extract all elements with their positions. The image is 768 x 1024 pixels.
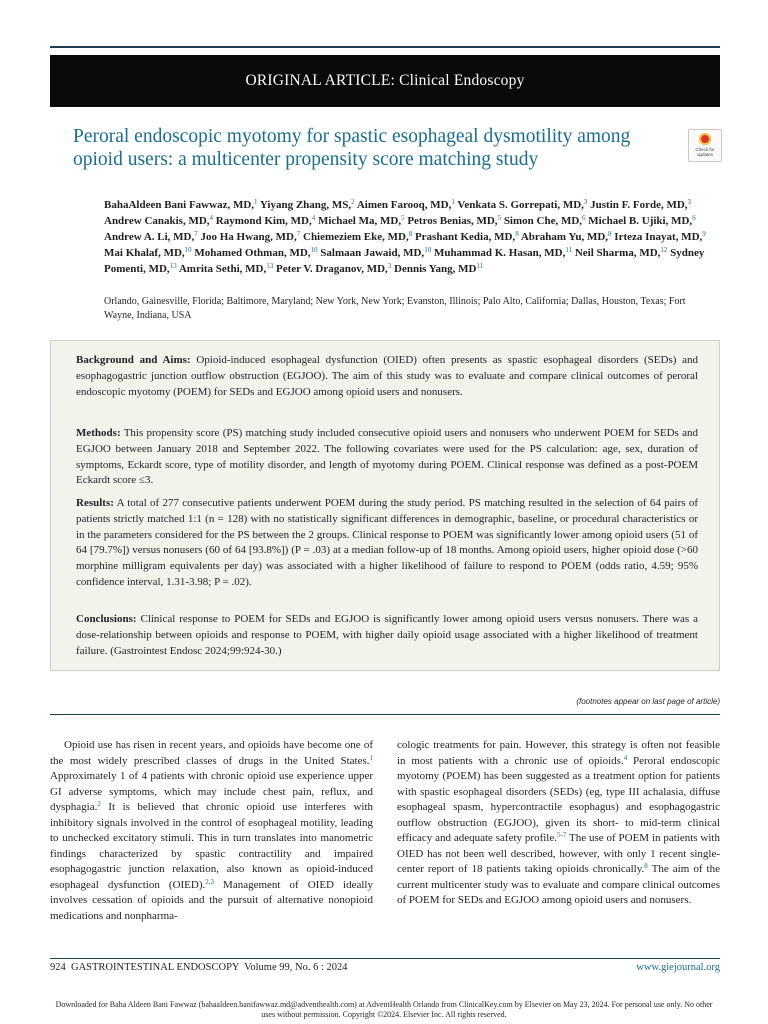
section-header-band [50, 55, 720, 107]
author-name: Amrita Sethi, MD, [178, 263, 267, 276]
affiliation-marker: 4 [209, 214, 214, 223]
body-text: The use of POEM in patients with OIED has not been well described, however, with only 1 recent single-center report of 18 patients taking opioids chronically. [397, 832, 720, 875]
author-list [104, 197, 714, 277]
download-notice: Downloaded for Baha Aldeen Bani Fawwaz (bahaaldeen.banifawwaz.md@adventhealth.com) at AdventHealth Orlando from ClinicalKey.com by Elsevier on May 23, 2024. For personal use only. No other uses without permission. Copyright ©2024. Elsevier Inc. All rights reserved. [55, 1000, 713, 1019]
abstract-background-label: Background and Aims: [76, 354, 191, 366]
affiliation-marker: 6 [692, 214, 696, 223]
body-text: cologic treatments for pain. However, this strategy is often not feasible in most patients with a chronic use of opioids. [397, 739, 720, 767]
reference-citation[interactable]: 2 [97, 800, 101, 808]
author-name: Dennis Yang, MD [394, 263, 477, 276]
section-label: ORIGINAL ARTICLE: Clinical Endoscopy [245, 72, 525, 89]
abstract-box [50, 340, 720, 671]
check-for-updates-icon [699, 133, 711, 145]
author-name: Abraham Yu, MD, [520, 231, 609, 244]
author-name: Neil Sharma, MD, [574, 247, 661, 260]
affiliation-marker: 8 [408, 230, 413, 239]
abstract-methods [76, 426, 698, 489]
affiliation-marker: 11 [565, 246, 573, 255]
affiliation-marker: 8 [608, 230, 612, 239]
affiliation-marker: 11 [476, 262, 484, 271]
author-name: Mohamed Othman, MD, [194, 247, 311, 260]
affiliation-marker: 5 [497, 214, 502, 223]
affiliation-marker: 7 [194, 230, 198, 239]
abstract-conclusions-text: Clinical response to POEM for SEDs and EGJOO is significantly lower among opioid users versus nonusers. There was a dose-relationship between opioids and response to POEM, with higher daily opioid usage associated with a higher likelihood of treatment failure. (Gastrointest Endosc 2024;99:924-30.) [76, 613, 699, 657]
affiliation-marker: 1 [254, 198, 258, 206]
affiliation-marker: 7 [296, 230, 301, 239]
author-name: Irteza Inayat, MD, [614, 231, 703, 244]
abstract-background [76, 353, 698, 400]
reference-citation[interactable]: 1 [369, 753, 373, 762]
reference-citation[interactable]: 8 [644, 862, 648, 870]
author-name: Joo Ha Hwang, MD, [200, 231, 297, 244]
body-text: Approximately 1 of 4 patients with chronic opioid use experience upper GI adverse symptoms, which may include chest pain, reflux, and dysphagia. [50, 770, 373, 813]
author-name: Michael Ma, MD, [317, 215, 402, 228]
abstract-methods-text: This propensity score (PS) matching study included consecutive opioid users and nonusers who underwent POEM for SEDs and EGJOO between January 2018 and September 2022. The following covariates were used for the PS calculation: age, sex, duration of symptoms, Eckardt score, type of motility disorder, and length of myotomy during POEM. Clinical response was defined as a post-POEM Eckardt score ≤3. [76, 427, 698, 487]
author-name: Prashant Kedia, MD, [414, 231, 516, 244]
author-name: Salmaan Jawaid, MD, [320, 247, 425, 260]
affiliation-marker: 12 [660, 246, 668, 255]
affiliation-marker: 9 [702, 230, 706, 239]
affiliation-marker: 10 [310, 246, 318, 255]
abstract-conclusions [76, 612, 698, 659]
affiliation-marker: 8 [515, 230, 519, 239]
badge-label: Check for updates [695, 147, 715, 157]
author-name: Sydney Pomenti, MD, [104, 247, 705, 276]
footer-rule [50, 958, 720, 959]
affiliation-marker: 4 [311, 214, 316, 223]
abstract-results-text: A total of 277 consecutive patients underwent POEM during the study period. PS matching resulted in the selection of 64 pairs of patients strictly matched 1:1 (n = 128) with no statistically significant differences in demographic, baseline, or procedural characteristics or in the parameters considered for the PS between the 2 groups. Clinical response to POEM was significantly lower among opioid users (51 of 64 [79.7%]) versus nonusers (60 of 64 [93.8%]) (P = .03) at a median follow-up of 18 months. Among opioid users, higher opioid dose (>60 morphine milligram equivalents per day) was associated with a higher likelihood of failure to respond to POEM (odds ratio, 4.59; 95% confidence interval, 1.31-3.98; P = .02). [76, 497, 698, 588]
author-name: Raymond Kim, MD, [215, 215, 312, 228]
affiliation-marker: 2 [351, 198, 355, 206]
affiliation-marker: 3 [387, 262, 392, 271]
body-text: Peroral endoscopic myotomy (POEM) has been suggested as a treatment option for patients with spastic esophageal disorders (SEDs) (eg, type III achalasia, diffuse esophageal spasm, hypercontractile esophagus) and esophagogastric outflow obstruction (EGJOO), given its short- to mid-term clinical efficacy and adequate safety profile. [397, 754, 721, 844]
affiliation-marker: 5 [401, 214, 405, 223]
body-text: Management of OIED ideally involves cessation of opioids and the pursuit of alternative nonopioid medications and nonpharma- [50, 878, 373, 922]
abstract-results-label: Results: [76, 497, 114, 509]
abstract-methods-label: Methods: [76, 427, 121, 439]
author-name: Michael B. Ujiki, MD, [588, 215, 693, 228]
footnote-note: (footnotes appear on last page of article) [576, 697, 720, 706]
affiliation-marker: 6 [582, 214, 586, 223]
author-name: Chiemeziem Eke, MD, [303, 231, 409, 244]
abstract-results [76, 496, 698, 591]
abstract-background-text: Opioid-induced esophageal dysfunction (OIED) often presents as spastic esophageal disorders (SEDs) and esophagogastric junction outflow obstruction (EGJOO). The aim of this study was to evaluate and compare clinical outcomes of peroral endoscopic myotomy (POEM) for SEDs and EGJOO among opioid users and nonusers. [76, 354, 699, 398]
journal-footer: 924 GASTROINTESTINAL ENDOSCOPY Volume 99, No. 6 : 2024 [50, 962, 348, 973]
affiliation-marker: 3 [687, 198, 692, 206]
reference-citation[interactable]: 4 [623, 753, 628, 762]
journal-url-link[interactable]: www.giejournal.org [636, 962, 720, 973]
author-name: Andrew A. Li, MD, [104, 231, 195, 244]
author-name: BahaAldeen Bani Fawwaz, MD, [104, 199, 255, 211]
author-name: Venkata S. Gorrepati, MD, [457, 199, 584, 211]
author-name: Yiyang Zhang, MS, [259, 199, 352, 211]
body-text: Opioid use has risen in recent years, and opioids have become one of the most widely prescribed classes of drugs in the United States. [50, 739, 373, 767]
author-name: Andrew Canakis, MD, [104, 215, 210, 228]
author-name: Mai Khalaf, MD, [104, 247, 185, 260]
body-text: The aim of the current multicenter study was to evaluate and compare clinical outcomes of POEM for SEDs and EGJOO among opioid users and nonusers. [397, 863, 720, 906]
section-divider [50, 714, 720, 715]
affiliation-marker: 3 [583, 198, 588, 206]
affiliation-locations: Orlando, Gainesville, Florida; Baltimore, Maryland; New York, New York; Evanston, Illinois; Palo Alto, California; Dallas, Houston, Texas; Fort Wayne, Indiana, USA [104, 296, 686, 321]
author-name: Petros Benias, MD, [407, 215, 498, 228]
author-name: Aimen Farooq, MD, [356, 199, 452, 211]
affiliation-marker: 13 [169, 262, 177, 271]
reference-citation[interactable]: 2,3 [205, 877, 214, 886]
article-title: Peroral endoscopic myotomy for spastic esophageal dysmotility among opioid users: a multicenter propensity score matching study [73, 126, 631, 170]
author-name: Muhammad K. Hasan, MD, [433, 247, 566, 260]
author-name: Peter V. Draganov, MD, [275, 263, 388, 276]
affiliation-marker: 10 [424, 246, 432, 255]
check-for-updates-badge[interactable] [688, 129, 722, 162]
top-rule [50, 46, 720, 48]
affiliation-marker: 10 [184, 246, 192, 255]
body-column-right [397, 738, 720, 909]
body-text: It is believed that chronic opioid use interferes with inhibitory signals involved in the control of esophageal motility, leading to unchecked excitatory stimuli. This in turn translates into manometric findings characterized by spastic contractility and impaired esophagogastric junction relaxation, also known as opioid-induced esophageal dysfunction (OIED). [50, 801, 373, 891]
author-name: Justin F. Forde, MD, [590, 199, 688, 211]
affiliation-marker: 13 [266, 262, 274, 271]
abstract-conclusions-label: Conclusions: [76, 613, 137, 625]
body-column-left [50, 738, 373, 924]
affiliation-marker: 1 [451, 198, 455, 206]
reference-citation[interactable]: 5-7 [556, 831, 567, 839]
author-name: Simon Che, MD, [503, 215, 583, 228]
